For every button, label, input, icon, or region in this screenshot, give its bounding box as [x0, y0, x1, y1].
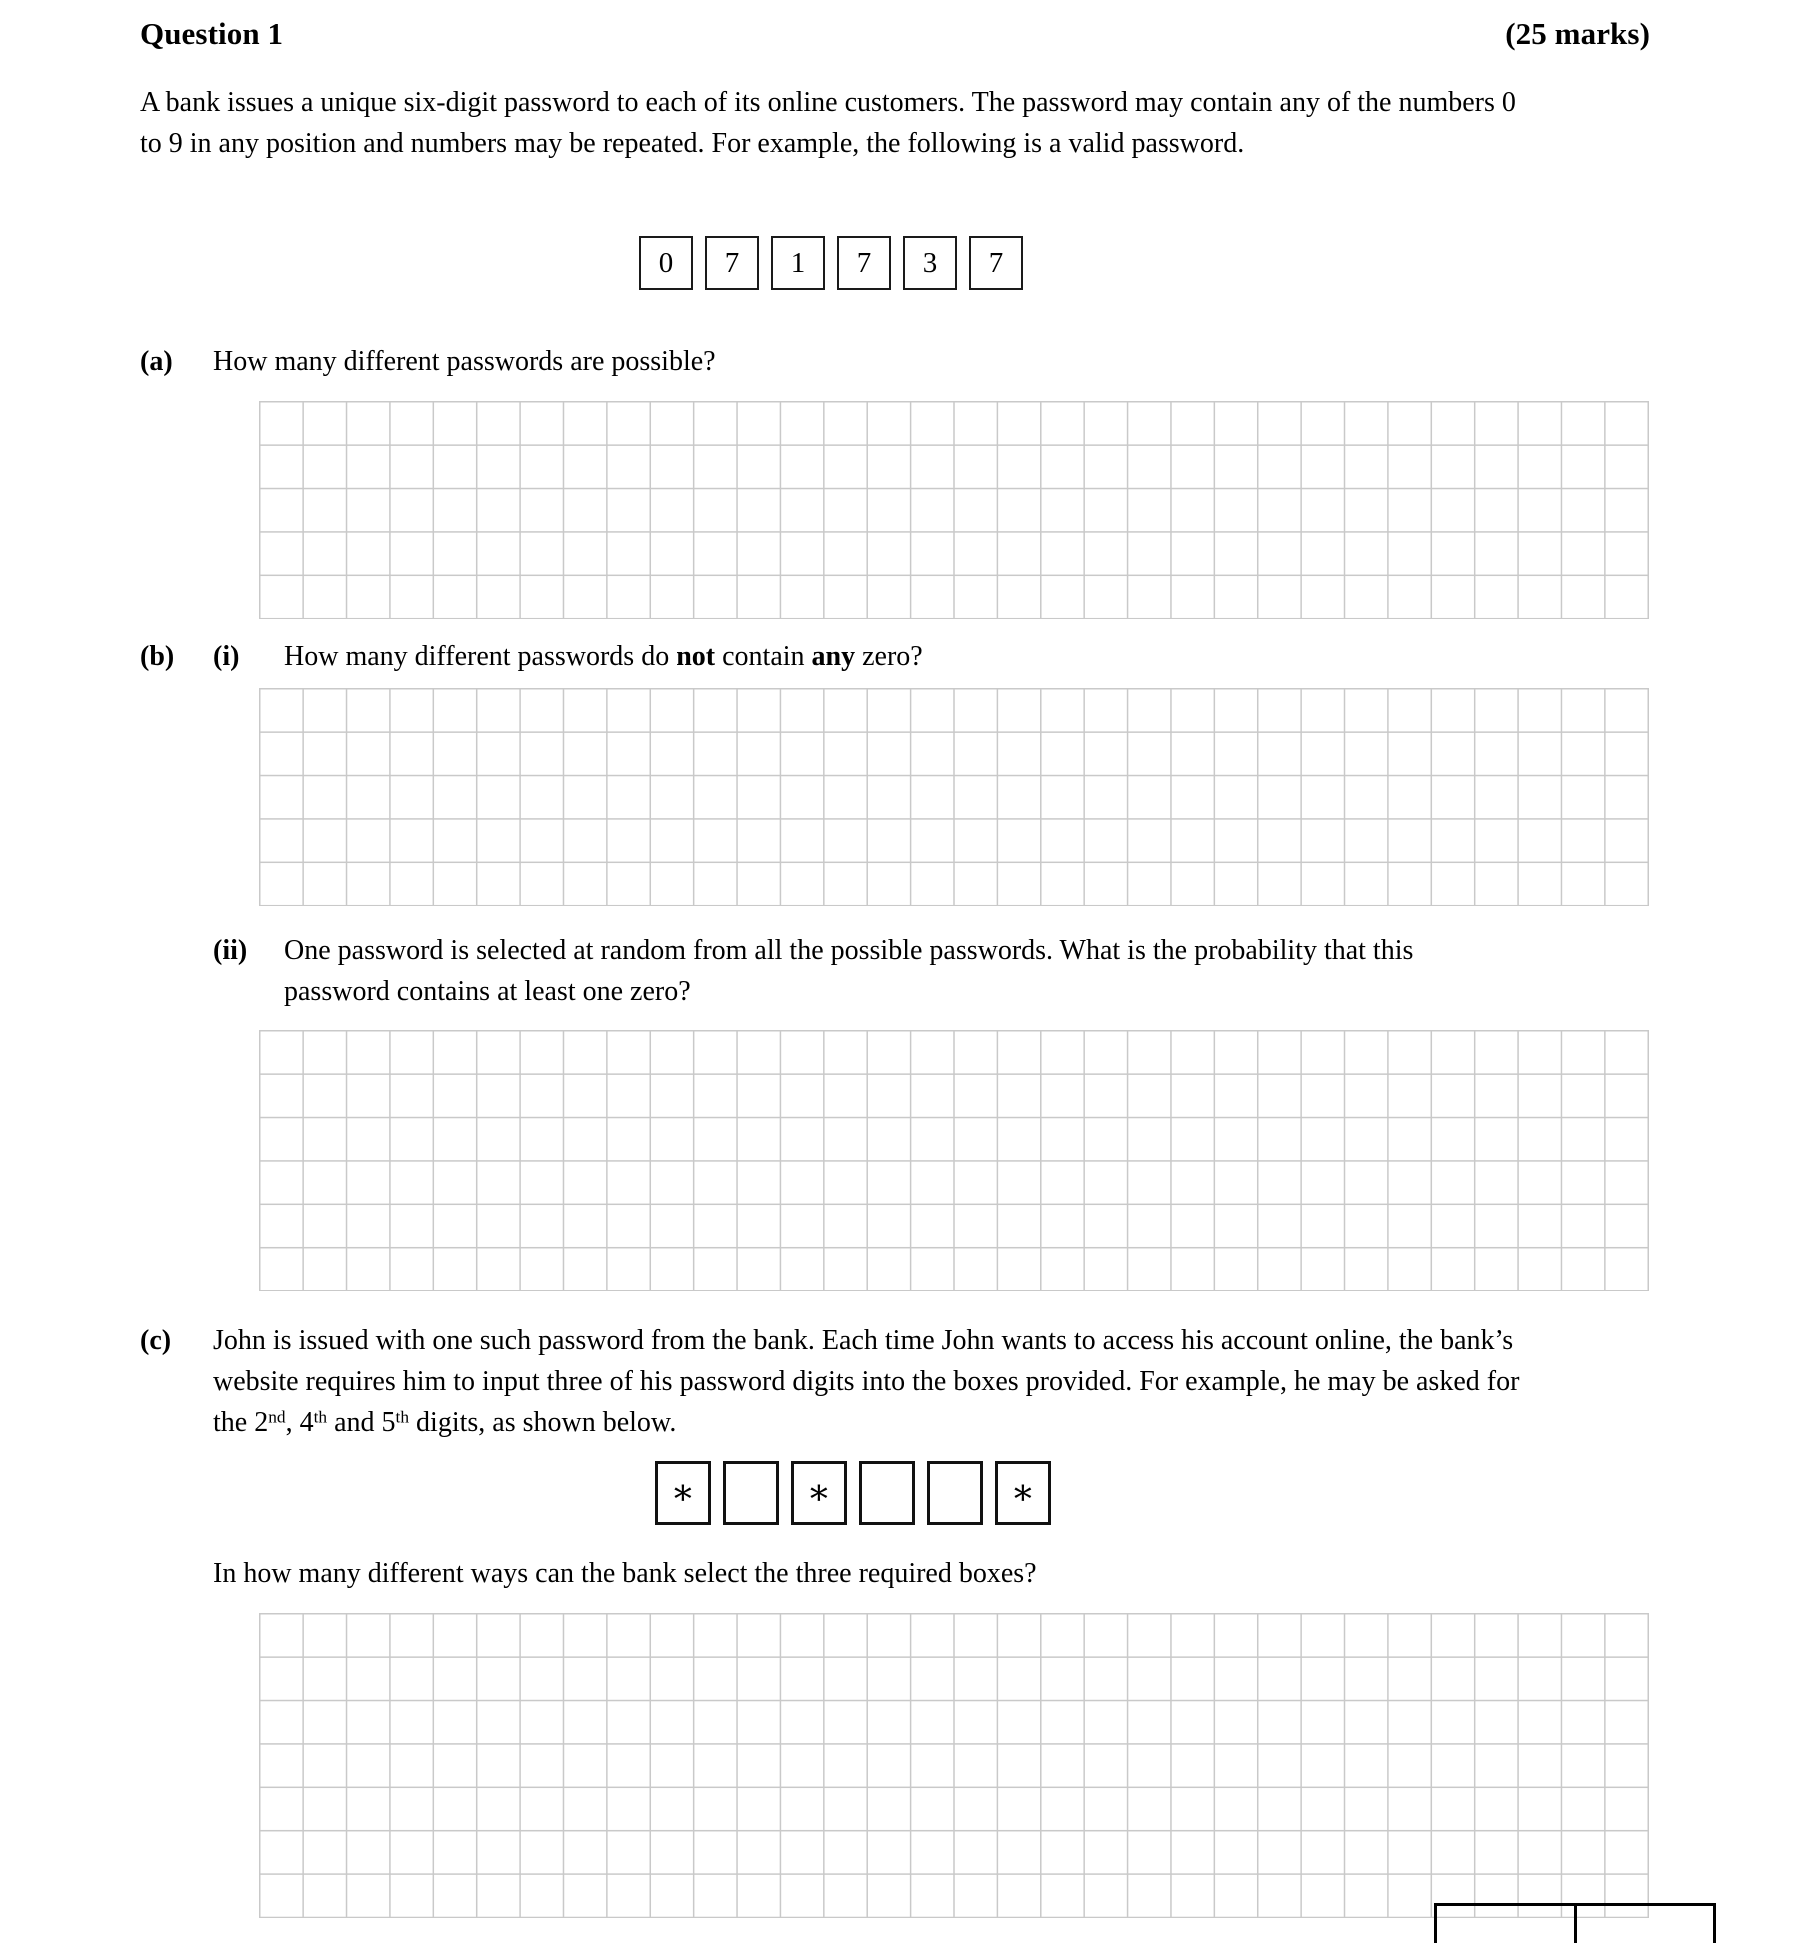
part-c-intro	[213, 1320, 1543, 1443]
question-header	[140, 16, 1650, 52]
part-a-label: (a)	[140, 346, 173, 377]
password-digit-box: 7	[969, 236, 1023, 290]
page-title: Question 1	[140, 16, 284, 51]
part-c-label: (c)	[140, 1325, 172, 1356]
bottom-marks-cell	[1437, 1906, 1577, 1943]
part-c-line-1: John is issued with one such password from the bank. Each time John wants to access his	[213, 1325, 1214, 1356]
part-b-i-question	[284, 636, 1484, 677]
part-b-ii-question	[284, 930, 1514, 1012]
star-password-boxes	[655, 1461, 1051, 1525]
star-box: ∗	[791, 1461, 847, 1525]
part-b-i-text-1: How many different passwords do	[284, 641, 677, 672]
star-box	[859, 1461, 915, 1525]
answer-grid-b-ii[interactable]	[259, 1030, 1649, 1291]
example-password-boxes	[639, 236, 1023, 290]
password-digit-box: 0	[639, 236, 693, 290]
answer-grid-a[interactable]	[259, 401, 1649, 619]
part-b-ii-line-1: One password is selected at random from all the possible passwords. What is the	[284, 935, 1188, 966]
password-digit-box: 3	[903, 236, 957, 290]
star-box	[723, 1461, 779, 1525]
part-b-i-bold-any: any	[811, 641, 856, 672]
part-c-line-3-a: boxes provided. For example, he may be asked for the 2	[213, 1366, 1520, 1438]
part-b-i-bold-not: not	[676, 641, 716, 672]
bottom-marks-table	[1434, 1903, 1716, 1943]
bottom-marks-cell	[1577, 1906, 1714, 1943]
answer-grid-c[interactable]	[259, 1613, 1649, 1918]
part-a-question: How many different passwords are possible?	[213, 346, 716, 377]
intro-paragraph: A bank issues a unique six-digit password to each of its online customers. The password may contain any of the numbers 0 to 9 in any position and numbers may be repeated. For example, the following is a valid password.	[140, 87, 1516, 159]
star-box: ∗	[655, 1461, 711, 1525]
star-box	[927, 1461, 983, 1525]
password-digit-box: 7	[705, 236, 759, 290]
part-c-line-3-d: digits, as shown below.	[409, 1407, 677, 1438]
answer-grid-b-i[interactable]	[259, 688, 1649, 906]
ordinal-sup-th-2: th	[395, 1407, 410, 1427]
part-b-label: (b)	[140, 641, 175, 672]
part-c-line-3-b: , 4	[285, 1407, 314, 1438]
part-c-line-3-c: and 5	[327, 1407, 396, 1438]
star-box: ∗	[995, 1461, 1051, 1525]
part-c-line-2: account online, the bank’s website requires him to input three of his password digits into the	[213, 1325, 1514, 1397]
part-b-i-text-3: zero?	[855, 641, 923, 672]
ordinal-sup-th-1: th	[313, 1407, 328, 1427]
password-digit-box: 1	[771, 236, 825, 290]
part-b-ii-label: (ii)	[213, 935, 248, 966]
part-c-question: In how many different ways can the bank select the three required boxes?	[213, 1558, 1037, 1589]
part-b-i-text-2: contain	[715, 641, 812, 672]
part-b-ii-line-2: probability that this password contains at least one zero?	[284, 935, 1414, 1007]
password-digit-box: 7	[837, 236, 891, 290]
ordinal-sup-nd: nd	[268, 1407, 286, 1427]
part-b-i-label: (i)	[213, 641, 240, 672]
marks-label: (25 marks)	[1505, 16, 1650, 51]
